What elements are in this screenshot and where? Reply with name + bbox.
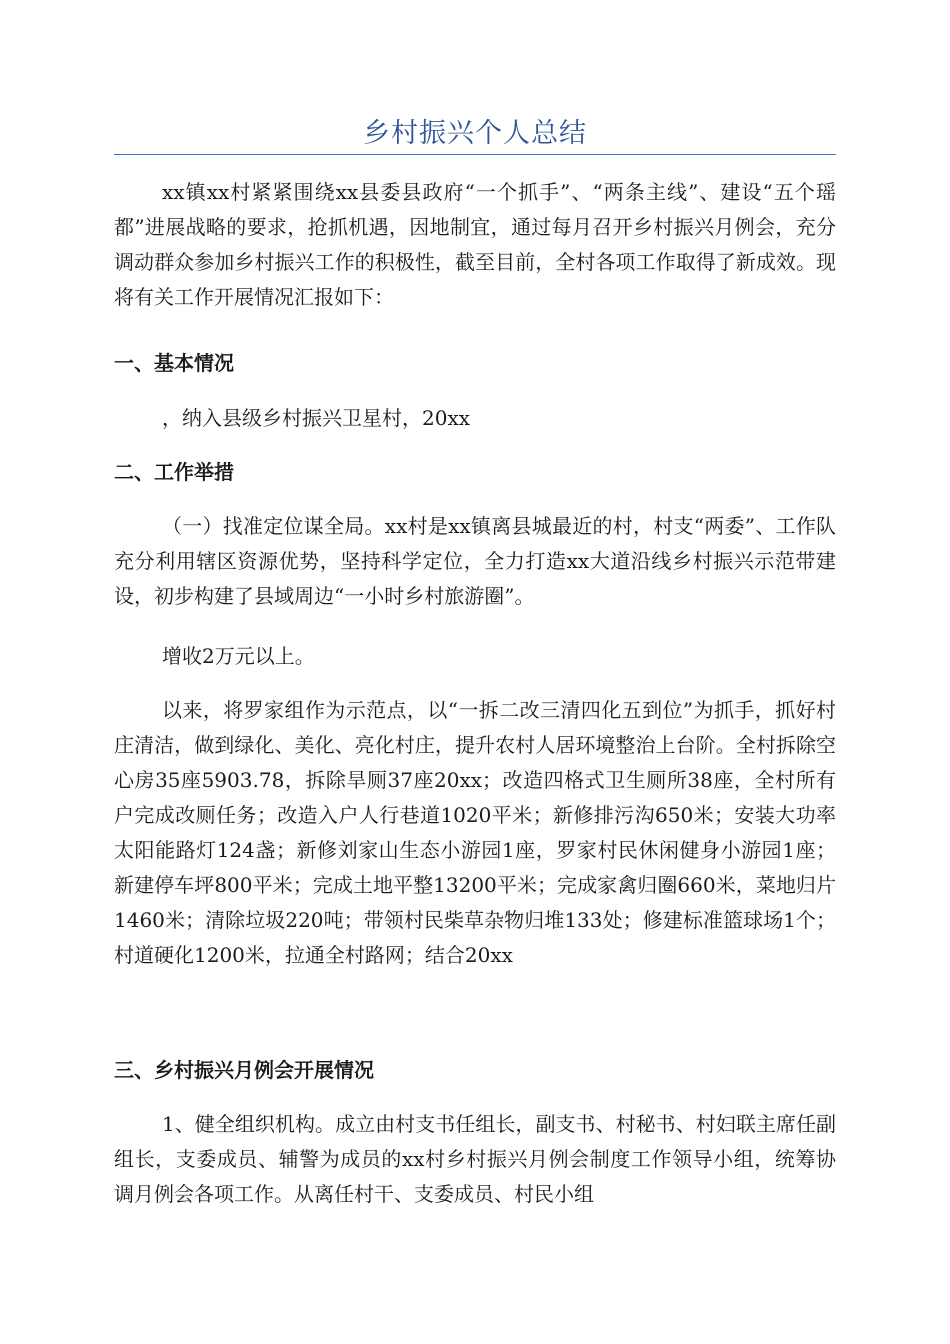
- section-2-heading: 二、工作举措: [114, 460, 234, 484]
- section-2-paragraph-1: （一）找准定位谋全局。xx村是xx镇离县城最近的村，村支“两委”、工作队充分利用辖区资源优势，坚持科学定位，全力打造xx大道沿线乡村振兴示范带建设，初步构建了县域周边“一小时乡村旅游圈”。: [114, 514, 836, 608]
- section-1-heading: 一、基本情况: [114, 351, 234, 375]
- document-title: 乡村振兴个人总结: [363, 118, 587, 149]
- section-1-paragraph: ，纳入县级乡村振兴卫星村，20xx: [162, 406, 471, 430]
- intro-paragraph: xx镇xx村紧紧围绕xx县委县政府“一个抓手”、“两条主线”、建设“五个瑶都”进展战略的要求，抢抓机遇，因地制宜，通过每月召开乡村振兴月例会，充分调动群众参加乡村振兴工作的积极性，截至目前，全村各项工作取得了新成效。现将有关工作开展情况汇报如下：: [114, 180, 836, 309]
- section-3-paragraph-1: 1、健全组织机构。成立由村支书任组长，副支书、村秘书、村妇联主席任副组长，支委成员、辅警为成员的xx村乡村振兴月例会制度工作领导小组，统筹协调月例会各项工作。从离任村干、支委成员、村民小组: [114, 1112, 836, 1206]
- section-2-paragraph-2: 增收2万元以上。: [162, 644, 315, 668]
- section-3-heading: 三、乡村振兴月例会开展情况: [114, 1058, 374, 1082]
- title-underline: [114, 154, 836, 155]
- section-2-paragraph-3: 以来，将罗家组作为示范点，以“一拆二改三清四化五到位”为抓手，抓好村庄清洁，做到绿化、美化、亮化村庄，提升农村人居环境整治上台阶。全村拆除空心房35座5903.78，拆除旱厕37座20xx；改造四格式卫生厕所38座，全村所有户完成改厕任务；改造入户人行巷道1020平米；新修排污沟650米；安装大功率太阳能路灯124盏；新修刘家山生态小游园1座，罗家村民休闲健身小游园1座；新建停车坪800平米；完成土地平整13200平米；完成家禽归圈660米，菜地归片1460米；清除垃圾220吨；带领村民柴草杂物归堆133处；修建标准篮球场1个；村道硬化1200米，拉通全村路网；结合20xx: [114, 698, 836, 967]
